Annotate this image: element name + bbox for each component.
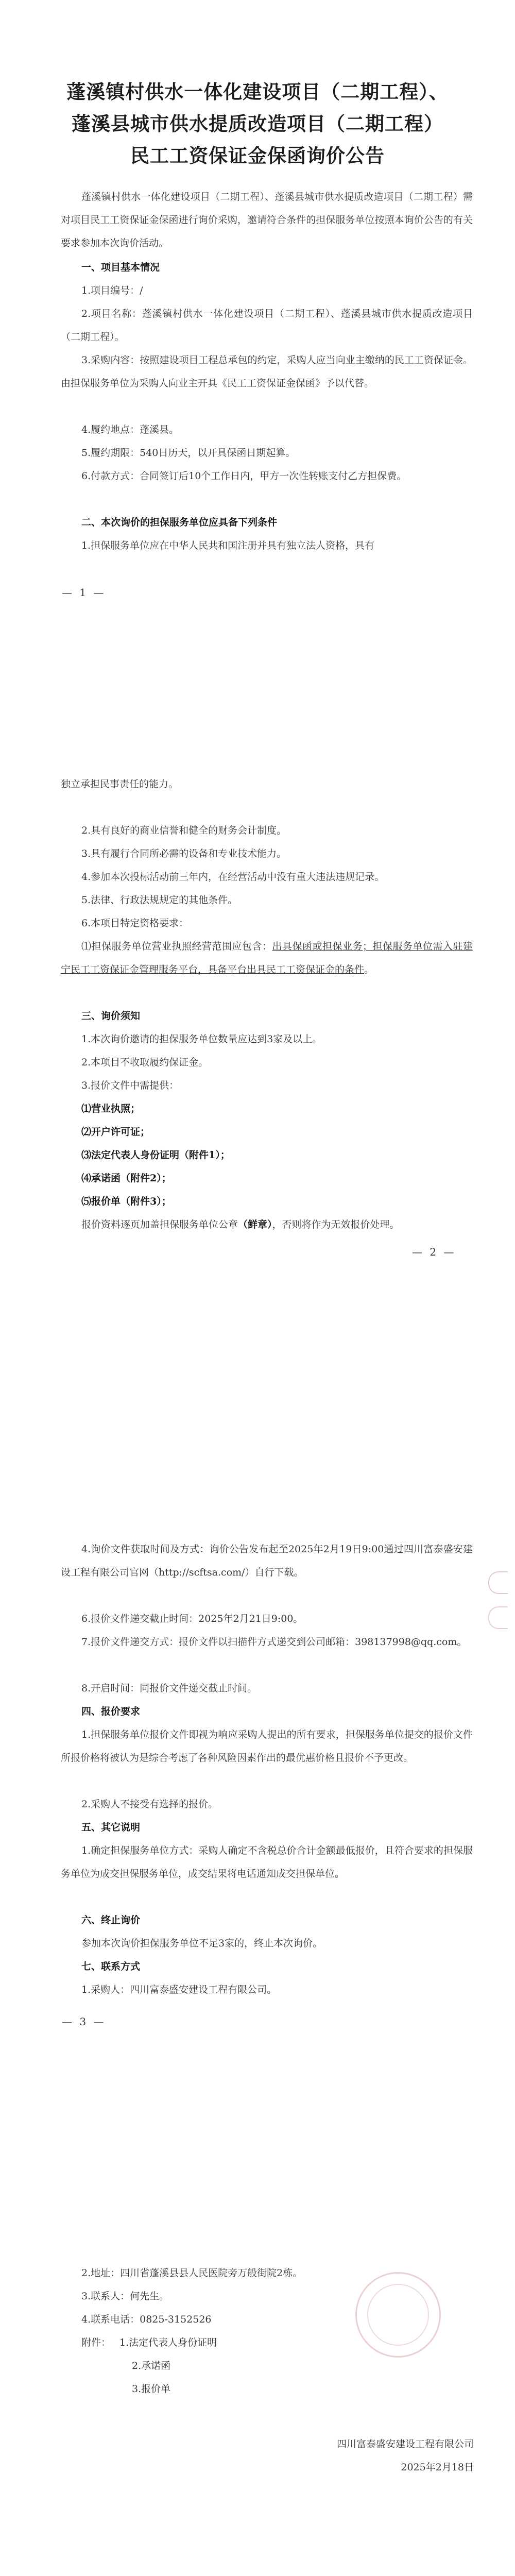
sec1-item-5: 5.履约期限：540日历天，以开具保函日期起算。 xyxy=(81,447,296,459)
page-number-2: — 2 — xyxy=(412,1246,456,1258)
attachment-2: 2.承诺函 xyxy=(132,2360,171,2371)
sec1-item-1: 1.项目编号：/ xyxy=(81,285,143,296)
sec6-item-1: 参加本次询价担保服务单位不足3家的，终止本次询价。 xyxy=(81,1938,323,1949)
sec3-note-post: ，否则将作为无效报价处理。 xyxy=(272,1219,400,1230)
title-line-3: 民工工资保证金保函询价公告 xyxy=(130,145,385,167)
sec2-item-7-pre: ⑴担保服务单位营业执照经营范围应包含： xyxy=(81,941,272,952)
sec3-item-6: 6.报价文件递交截止时间：2025年2月21日9:00。 xyxy=(81,1613,303,1624)
section-1-heading: 一、项目基本情况 xyxy=(81,262,160,273)
sec3-note-pre: 报价资料逐页加盖担保服务单位公章 xyxy=(81,1219,238,1230)
sec2-item-1-start: 1.担保服务单位应在中华人民共和国注册并具有独立法人资格，具有 xyxy=(81,540,375,551)
sec2-item-6: 6.本项目特定资格要求： xyxy=(81,918,189,929)
seal-edge-mark xyxy=(488,1571,508,1629)
sec1-item-4: 4.履约地点：蓬溪县。 xyxy=(81,424,179,435)
sec2-item-4: 4.参加本次投标活动前三年内，在经营活动中没有重大违法违规记录。 xyxy=(81,871,385,883)
sec2-item-3: 3.具有履行合同所必需的设备和专业技术能力。 xyxy=(81,848,287,859)
sec3-item-2: 2.本项目不收取履约保证金。 xyxy=(81,1057,209,1068)
sec7-item-4: 4.联系电话：0825-3152526 xyxy=(81,2314,212,2325)
page-number-3: — 3 — xyxy=(62,2015,106,2028)
sec4-item-2: 2.采购人不接受有选择的报价。 xyxy=(81,1799,218,1810)
title-line-2: 蓬溪县城市供水提质改造项目（二期工程） xyxy=(72,113,443,135)
section-2-heading: 二、本次询价的担保服务单位应具备下列条件 xyxy=(81,517,278,528)
section-4-heading: 四、报价要求 xyxy=(81,1706,141,1717)
sec3-note-bold: （鲜章） xyxy=(238,1219,272,1230)
sec3-note xyxy=(61,1213,473,1236)
sec7-item-1: 1.采购人：四川富泰盛安建设工程有限公司。 xyxy=(81,1984,277,1995)
signature-date: 2025年2月18日 xyxy=(401,2462,474,2473)
attachment-3: 3.报价单 xyxy=(132,2383,171,2395)
sec2-item-1-end: 独立承担民事责任的能力。 xyxy=(61,778,179,790)
sec2-item-7-underlined: 出具保函或担保业务；担保服务单位需入驻建宁民工工资保证金管理服务平台，具备平台出具民工工资保证金的条件 xyxy=(61,941,473,975)
sec3-item-7: 7.报价文件递交方式：报价文件以扫描件方式递交到公司邮箱：398137998@qq.com。 xyxy=(81,1636,467,1648)
section-7-heading: 七、联系方式 xyxy=(81,1961,141,1972)
sec2-item-2: 2.具有良好的商业信誉和健全的财务会计制度。 xyxy=(81,825,287,836)
section-5-heading: 五、其它说明 xyxy=(81,1822,141,1833)
sec3-doc-4: ⑷承诺函（附件2）； xyxy=(81,1173,171,1184)
intro-paragraph: 蓬溪镇村供水一体化建设项目（二期工程）、蓬溪县城市供水提质改造项目（二期工程）需对项目民工工资保证金保函进行询价采购，邀请符合条件的担保服务单位按照本询价公告的有关要求参加本次询价活动。 xyxy=(61,191,473,249)
title-line-1: 蓬溪镇村供水一体化建设项目（二期工程）、 xyxy=(66,81,449,103)
sec4-item-1: 1.担保服务单位报价文件即视为响应采购人提出的所有要求，担保服务单位提交的报价文件所报价格将被认为是综合考虑了各种风险因素作出的最优惠价格且报价不予更改。 xyxy=(61,1729,473,1764)
sec3-doc-3: ⑶法定代表人身份证明（附件1）； xyxy=(81,1149,230,1161)
page-number-1: — 1 — xyxy=(62,586,106,599)
sec1-item-2: 2.项目名称：蓬溪镇村供水一体化建设项目（二期工程）、蓬溪县城市供水提质改造项目（二期工程）。 xyxy=(61,308,473,343)
sec3-doc-1: ⑴营业执照； xyxy=(81,1103,141,1114)
sec3-item-8: 8.开启时间：同报价文件递交截止时间。 xyxy=(81,1683,258,1694)
section-3-heading: 三、询价须知 xyxy=(81,1010,141,1022)
sec7-item-2: 2.地址：四川省蓬溪县县人民医院旁万般街院2栋。 xyxy=(81,2267,303,2279)
sec5-item-1: 1.确定担保服务单位方式：采购人确定不含税总价合计金额最低报价，且符合要求的担保服务单位为成交担保服务单位，成交结果将电话通知成交担保单位。 xyxy=(61,1845,473,1879)
attachment-1: 1.法定代表人身份证明 xyxy=(119,2337,217,2348)
signature-company: 四川富泰盛安建设工程有限公司 xyxy=(336,2438,474,2450)
attachments-label: 附件： xyxy=(81,2337,111,2348)
section-6-heading: 六、终止询价 xyxy=(81,1914,141,1926)
sec3-doc-5: ⑸报价单（附件3）； xyxy=(81,1196,171,1207)
sec3-item-4: 4.询价文件获取时间及方式：询价公告发布起至2025年2月19日9:00通过四川富泰盛安建设工程有限公司官网（http://scftsa.com/）自行下载。 xyxy=(61,1544,473,1578)
sec2-item-7 xyxy=(61,935,473,981)
sec1-item-6: 6.付款方式：合同签订后10个工作日内，甲方一次性转账支付乙方担保费。 xyxy=(81,470,407,482)
sec3-item-1: 1.本次询价邀请的担保服务单位数量应达到3家及以上。 xyxy=(81,1033,322,1045)
sec3-doc-2: ⑵开户许可证； xyxy=(81,1126,150,1138)
sec7-item-3: 3.联系人：何先生。 xyxy=(81,2291,169,2302)
company-seal xyxy=(355,2272,441,2358)
sec3-item-3: 3.报价文件中需提供： xyxy=(81,1080,179,1091)
sec2-item-5: 5.法律、行政法规规定的其他条件。 xyxy=(81,894,238,906)
sec2-item-7-post: 。 xyxy=(364,964,374,975)
sec1-item-3: 3.采购内容：按照建设项目工程总承包的约定，采购人应当向业主缴纳的民工工资保证金。由担保服务单位为采购人向业主开具《民工工资保证金保函》予以代替。 xyxy=(61,354,473,389)
